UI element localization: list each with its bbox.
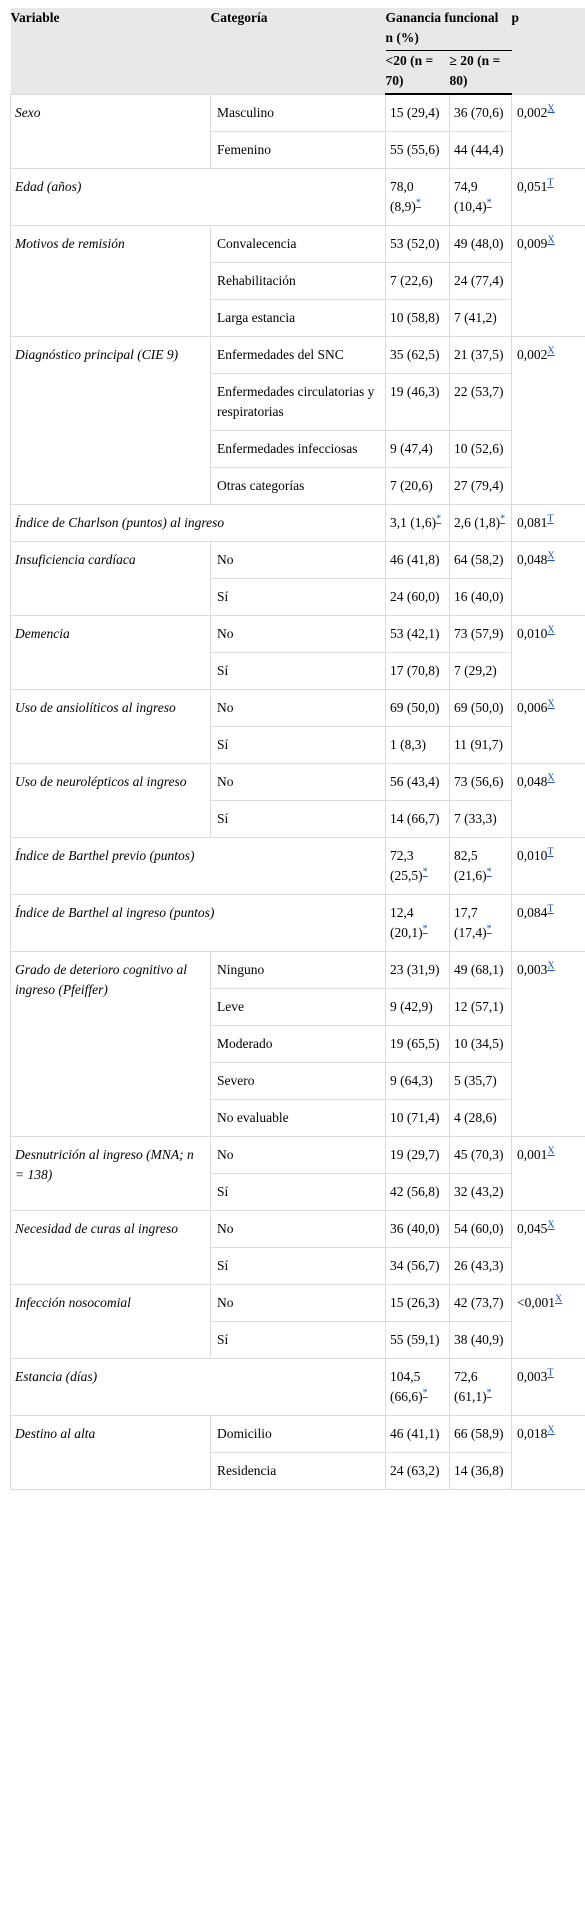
p-value-cell	[512, 1359, 585, 1416]
category-cell: Enfermedades circulatorias y respiratorias	[211, 374, 386, 431]
variable-cell: Desnutrición al ingreso (MNA; n = 138)	[11, 1137, 211, 1211]
value-lt20	[386, 764, 450, 801]
footnote-link[interactable]: *	[423, 924, 428, 935]
value-lt20	[386, 690, 450, 727]
footnote-link[interactable]: *	[416, 198, 421, 209]
value-lt20-text: 24 (60,0)	[390, 589, 440, 604]
category-cell: Sí	[211, 801, 386, 838]
footnote-link[interactable]: X	[547, 346, 554, 357]
value-lt20	[386, 579, 450, 616]
header-group-ge20: ≥ 20 (n = 80)	[450, 51, 512, 95]
p-value-text: 0,018	[517, 1426, 547, 1441]
table-row	[11, 505, 585, 542]
value-lt20-text: 42 (56,8)	[390, 1184, 440, 1199]
variable-cell: Edad (años)	[11, 169, 386, 226]
value-lt20-text: 14 (66,7)	[390, 811, 440, 826]
value-lt20	[386, 1453, 450, 1490]
footnote-link[interactable]: *	[423, 867, 428, 878]
value-lt20	[386, 616, 450, 653]
value-lt20-text: 19 (65,5)	[390, 1036, 440, 1051]
value-ge20-text: 11 (91,7)	[454, 737, 503, 752]
value-ge20	[450, 952, 512, 989]
value-ge20	[450, 1453, 512, 1490]
value-ge20-text: 72,6 (61,1)	[454, 1369, 487, 1404]
value-lt20-text: 15 (26,3)	[390, 1295, 440, 1310]
table-row	[11, 838, 585, 895]
category-cell: Larga estancia	[211, 300, 386, 337]
value-ge20-text: 36 (70,6)	[454, 105, 504, 120]
p-value-text: 0,003	[517, 962, 547, 977]
value-lt20-text: 3,1 (1,6)	[390, 515, 436, 530]
value-lt20-text: 69 (50,0)	[390, 700, 440, 715]
p-value-cell	[512, 616, 585, 690]
value-lt20	[386, 374, 450, 431]
value-lt20-text: 10 (71,4)	[390, 1110, 440, 1125]
value-ge20	[450, 263, 512, 300]
value-lt20	[386, 1026, 450, 1063]
value-ge20-text: 74,9 (10,4)	[454, 179, 487, 214]
value-ge20	[450, 801, 512, 838]
variable-cell: Diagnóstico principal (CIE 9)	[11, 337, 211, 505]
value-ge20-text: 10 (34,5)	[454, 1036, 504, 1051]
value-ge20-text: 44 (44,4)	[454, 142, 504, 157]
value-ge20	[450, 1248, 512, 1285]
footnote-link[interactable]: T	[547, 847, 553, 858]
header-p: p	[512, 8, 585, 94]
table-row	[11, 94, 585, 132]
value-lt20	[386, 337, 450, 374]
table-row	[11, 1416, 585, 1453]
table-row	[11, 616, 585, 653]
value-ge20-text: 12 (57,1)	[454, 999, 504, 1014]
value-lt20-text: 19 (46,3)	[390, 384, 440, 399]
value-lt20-text: 35 (62,5)	[390, 347, 440, 362]
category-cell: Otras categorías	[211, 468, 386, 505]
value-ge20	[450, 653, 512, 690]
value-ge20	[450, 132, 512, 169]
value-lt20	[386, 263, 450, 300]
value-ge20-text: 7 (33,3)	[454, 811, 497, 826]
value-ge20-text: 22 (53,7)	[454, 384, 504, 399]
footnote-link[interactable]: *	[487, 867, 492, 878]
p-value-cell	[512, 764, 585, 838]
p-value-cell	[512, 169, 585, 226]
value-ge20-text: 24 (77,4)	[454, 273, 504, 288]
category-cell: Femenino	[211, 132, 386, 169]
value-lt20	[386, 132, 450, 169]
p-value-text: 0,048	[517, 774, 547, 789]
footnote-link[interactable]: X	[555, 1294, 562, 1305]
value-lt20	[386, 505, 450, 542]
value-ge20	[450, 505, 512, 542]
value-ge20	[450, 300, 512, 337]
category-cell: No	[211, 764, 386, 801]
value-lt20-text: 53 (42,1)	[390, 626, 440, 641]
results-table	[10, 8, 585, 1490]
value-lt20	[386, 1359, 450, 1416]
p-value-text: 0,003	[517, 1369, 547, 1384]
p-value-cell	[512, 1137, 585, 1211]
value-ge20	[450, 690, 512, 727]
category-cell: Sí	[211, 579, 386, 616]
value-ge20	[450, 1063, 512, 1100]
p-value-text: <0,001	[517, 1295, 555, 1310]
value-lt20-text: 56 (43,4)	[390, 774, 440, 789]
value-ge20	[450, 1174, 512, 1211]
p-value-text: 0,051	[517, 179, 547, 194]
value-lt20-text: 10 (58,8)	[390, 310, 440, 325]
p-value-text: 0,009	[517, 236, 547, 251]
p-value-cell	[512, 1416, 585, 1490]
footnote-link[interactable]: X	[547, 625, 554, 636]
value-ge20	[450, 542, 512, 579]
value-ge20-text: 26 (43,3)	[454, 1258, 504, 1273]
category-cell: No evaluable	[211, 1100, 386, 1137]
variable-cell: Insuficiencia cardíaca	[11, 542, 211, 616]
value-ge20	[450, 94, 512, 132]
p-value-cell	[512, 226, 585, 337]
value-ge20	[450, 616, 512, 653]
value-ge20-text: 42 (73,7)	[454, 1295, 504, 1310]
variable-cell: Sexo	[11, 94, 211, 169]
value-lt20	[386, 895, 450, 952]
value-ge20	[450, 1026, 512, 1063]
p-value-text: 0,084	[517, 905, 547, 920]
table-row	[11, 1285, 585, 1322]
variable-cell: Índice de Charlson (puntos) al ingreso	[11, 505, 386, 542]
p-value-cell	[512, 895, 585, 952]
value-lt20	[386, 1285, 450, 1322]
variable-cell: Necesidad de curas al ingreso	[11, 1211, 211, 1285]
table-row	[11, 226, 585, 263]
value-lt20-text: 78,0 (8,9)	[390, 179, 416, 214]
value-ge20	[450, 374, 512, 431]
footnote-link[interactable]: X	[547, 1220, 554, 1231]
category-cell: Sí	[211, 1248, 386, 1285]
p-value-text: 0,001	[517, 1147, 547, 1162]
value-lt20	[386, 653, 450, 690]
category-cell: Sí	[211, 653, 386, 690]
table-row	[11, 1211, 585, 1248]
value-ge20	[450, 579, 512, 616]
variable-cell: Uso de ansiolíticos al ingreso	[11, 690, 211, 764]
category-cell: No	[211, 1211, 386, 1248]
footnote-link[interactable]: T	[547, 514, 553, 525]
value-ge20	[450, 1322, 512, 1359]
footnote-link[interactable]: X	[547, 961, 554, 972]
value-ge20	[450, 895, 512, 952]
value-lt20-text: 17 (70,8)	[390, 663, 440, 678]
value-lt20-text: 72,3 (25,5)	[390, 848, 423, 883]
table-row	[11, 337, 585, 374]
footnote-link[interactable]: X	[547, 1425, 554, 1436]
value-lt20-text: 9 (64,3)	[390, 1073, 433, 1088]
footnote-link[interactable]: X	[547, 699, 554, 710]
table-row	[11, 764, 585, 801]
value-ge20-text: 7 (29,2)	[454, 663, 497, 678]
value-lt20	[386, 1137, 450, 1174]
footnote-link[interactable]: T	[547, 178, 553, 189]
value-ge20-text: 64 (58,2)	[454, 552, 504, 567]
value-ge20	[450, 727, 512, 764]
category-cell: Leve	[211, 989, 386, 1026]
footnote-link[interactable]: X	[547, 551, 554, 562]
value-lt20	[386, 1322, 450, 1359]
value-ge20-text: 32 (43,2)	[454, 1184, 504, 1199]
category-cell: No	[211, 690, 386, 727]
p-value-cell	[512, 94, 585, 169]
value-lt20-text: 53 (52,0)	[390, 236, 440, 251]
category-cell: Severo	[211, 1063, 386, 1100]
footnote-link[interactable]: *	[500, 514, 505, 525]
category-cell: Enfermedades del SNC	[211, 337, 386, 374]
value-ge20	[450, 431, 512, 468]
header-variable: Variable	[11, 8, 211, 94]
value-lt20-text: 12,4 (20,1)	[390, 905, 423, 940]
p-value-text: 0,002	[517, 347, 547, 362]
value-lt20-text: 9 (47,4)	[390, 441, 433, 456]
value-lt20-text: 19 (29,7)	[390, 1147, 440, 1162]
variable-cell: Destino al alta	[11, 1416, 211, 1490]
category-cell: Enfermedades infecciosas	[211, 431, 386, 468]
variable-cell: Motivos de remisión	[11, 226, 211, 337]
category-cell: Moderado	[211, 1026, 386, 1063]
value-ge20	[450, 1137, 512, 1174]
value-ge20-text: 7 (41,2)	[454, 310, 497, 325]
footnote-link[interactable]: X	[547, 1146, 554, 1157]
category-cell: No	[211, 616, 386, 653]
p-value-text: 0,081	[517, 515, 547, 530]
p-value-text: 0,002	[517, 105, 547, 120]
category-cell: Sí	[211, 1174, 386, 1211]
header-group-lt20: <20 (n = 70)	[386, 51, 450, 95]
value-lt20	[386, 1416, 450, 1453]
footnote-link[interactable]: *	[487, 1388, 492, 1399]
p-value-text: 0,048	[517, 552, 547, 567]
value-lt20	[386, 989, 450, 1026]
p-value-cell	[512, 952, 585, 1137]
value-lt20	[386, 952, 450, 989]
p-value-text: 0,006	[517, 700, 547, 715]
value-lt20-text: 55 (55,6)	[390, 142, 440, 157]
p-value-text: 0,010	[517, 848, 547, 863]
category-cell: Ninguno	[211, 952, 386, 989]
value-lt20	[386, 169, 450, 226]
value-lt20-text: 46 (41,1)	[390, 1426, 440, 1441]
value-ge20	[450, 1211, 512, 1248]
table-row	[11, 542, 585, 579]
value-ge20-text: 38 (40,9)	[454, 1332, 504, 1347]
value-lt20-text: 46 (41,8)	[390, 552, 440, 567]
table-row	[11, 952, 585, 989]
value-ge20-text: 49 (68,1)	[454, 962, 504, 977]
value-ge20	[450, 1285, 512, 1322]
value-lt20	[386, 1248, 450, 1285]
footnote-link[interactable]: X	[547, 103, 554, 114]
category-cell: No	[211, 542, 386, 579]
footnote-link[interactable]: *	[436, 514, 441, 525]
value-lt20	[386, 468, 450, 505]
value-ge20-text: 73 (57,9)	[454, 626, 504, 641]
value-ge20	[450, 337, 512, 374]
value-ge20	[450, 1100, 512, 1137]
value-ge20	[450, 989, 512, 1026]
value-ge20-text: 73 (56,6)	[454, 774, 504, 789]
category-cell: Rehabilitación	[211, 263, 386, 300]
value-ge20-text: 82,5 (21,6)	[454, 848, 487, 883]
category-cell: No	[211, 1137, 386, 1174]
value-ge20-text: 2,6 (1,8)	[454, 515, 500, 530]
value-lt20-text: 9 (42,9)	[390, 999, 433, 1014]
category-cell: Sí	[211, 727, 386, 764]
header-categoria: Categoría	[211, 8, 386, 94]
value-lt20	[386, 1100, 450, 1137]
p-value-cell	[512, 1285, 585, 1359]
footnote-link[interactable]: *	[487, 198, 492, 209]
value-lt20-text: 7 (22,6)	[390, 273, 433, 288]
value-lt20-text: 7 (20,6)	[390, 478, 433, 493]
footnote-link[interactable]: T	[547, 1368, 553, 1379]
variable-cell: Grado de deterioro cognitivo al ingreso (Pfeiffer)	[11, 952, 211, 1137]
variable-cell: Estancia (días)	[11, 1359, 386, 1416]
category-cell: Residencia	[211, 1453, 386, 1490]
value-lt20-text: 24 (63,2)	[390, 1463, 440, 1478]
value-ge20-text: 54 (60,0)	[454, 1221, 504, 1236]
value-ge20	[450, 226, 512, 263]
footnote-link[interactable]: T	[547, 904, 553, 915]
value-ge20-text: 14 (36,8)	[454, 1463, 504, 1478]
p-value-text: 0,010	[517, 626, 547, 641]
p-value-cell	[512, 542, 585, 616]
value-ge20-text: 66 (58,9)	[454, 1426, 504, 1441]
value-lt20-text: 1 (8,3)	[390, 737, 426, 752]
value-lt20	[386, 1174, 450, 1211]
value-ge20	[450, 1359, 512, 1416]
value-ge20	[450, 169, 512, 226]
p-value-cell	[512, 505, 585, 542]
value-ge20	[450, 838, 512, 895]
value-lt20	[386, 300, 450, 337]
value-ge20-text: 21 (37,5)	[454, 347, 504, 362]
header-ganancia: Ganancia funcional n (%)	[386, 8, 512, 51]
p-value-cell	[512, 838, 585, 895]
footnote-link[interactable]: X	[547, 773, 554, 784]
value-lt20	[386, 838, 450, 895]
variable-cell: Demencia	[11, 616, 211, 690]
value-lt20	[386, 226, 450, 263]
category-cell: Masculino	[211, 94, 386, 132]
value-lt20-text: 23 (31,9)	[390, 962, 440, 977]
value-lt20-text: 104,5 (66,6)	[390, 1369, 423, 1404]
value-ge20-text: 16 (40,0)	[454, 589, 504, 604]
value-ge20	[450, 468, 512, 505]
table-row	[11, 1137, 585, 1174]
p-value-text: 0,045	[517, 1221, 547, 1236]
variable-cell: Índice de Barthel al ingreso (puntos)	[11, 895, 386, 952]
p-value-cell	[512, 1211, 585, 1285]
value-lt20	[386, 1063, 450, 1100]
table-row	[11, 169, 585, 226]
table-body	[11, 94, 585, 1490]
variable-cell: Infección nosocomial	[11, 1285, 211, 1359]
variable-cell: Uso de neurolépticos al ingreso	[11, 764, 211, 838]
value-lt20	[386, 431, 450, 468]
footnote-link[interactable]: X	[547, 235, 554, 246]
value-ge20-text: 49 (48,0)	[454, 236, 504, 251]
value-lt20	[386, 1211, 450, 1248]
value-ge20-text: 5 (35,7)	[454, 1073, 497, 1088]
category-cell: Convalecencia	[211, 226, 386, 263]
footnote-link[interactable]: *	[487, 924, 492, 935]
value-ge20-text: 10 (52,6)	[454, 441, 504, 456]
category-cell: Sí	[211, 1322, 386, 1359]
value-lt20	[386, 801, 450, 838]
value-lt20	[386, 727, 450, 764]
value-ge20-text: 17,7 (17,4)	[454, 905, 487, 940]
table-row	[11, 690, 585, 727]
value-lt20-text: 15 (29,4)	[390, 105, 440, 120]
value-lt20-text: 34 (56,7)	[390, 1258, 440, 1273]
value-lt20	[386, 94, 450, 132]
value-ge20-text: 69 (50,0)	[454, 700, 504, 715]
category-cell: No	[211, 1285, 386, 1322]
table-row	[11, 895, 585, 952]
value-lt20	[386, 542, 450, 579]
value-ge20-text: 27 (79,4)	[454, 478, 504, 493]
table-row	[11, 1359, 585, 1416]
value-ge20	[450, 1416, 512, 1453]
footnote-link[interactable]: *	[423, 1388, 428, 1399]
category-cell: Domicilio	[211, 1416, 386, 1453]
value-ge20-text: 45 (70,3)	[454, 1147, 504, 1162]
value-ge20	[450, 764, 512, 801]
value-ge20-text: 4 (28,6)	[454, 1110, 497, 1125]
value-lt20-text: 55 (59,1)	[390, 1332, 440, 1347]
value-lt20-text: 36 (40,0)	[390, 1221, 440, 1236]
p-value-cell	[512, 690, 585, 764]
p-value-cell	[512, 337, 585, 505]
variable-cell: Índice de Barthel previo (puntos)	[11, 838, 386, 895]
